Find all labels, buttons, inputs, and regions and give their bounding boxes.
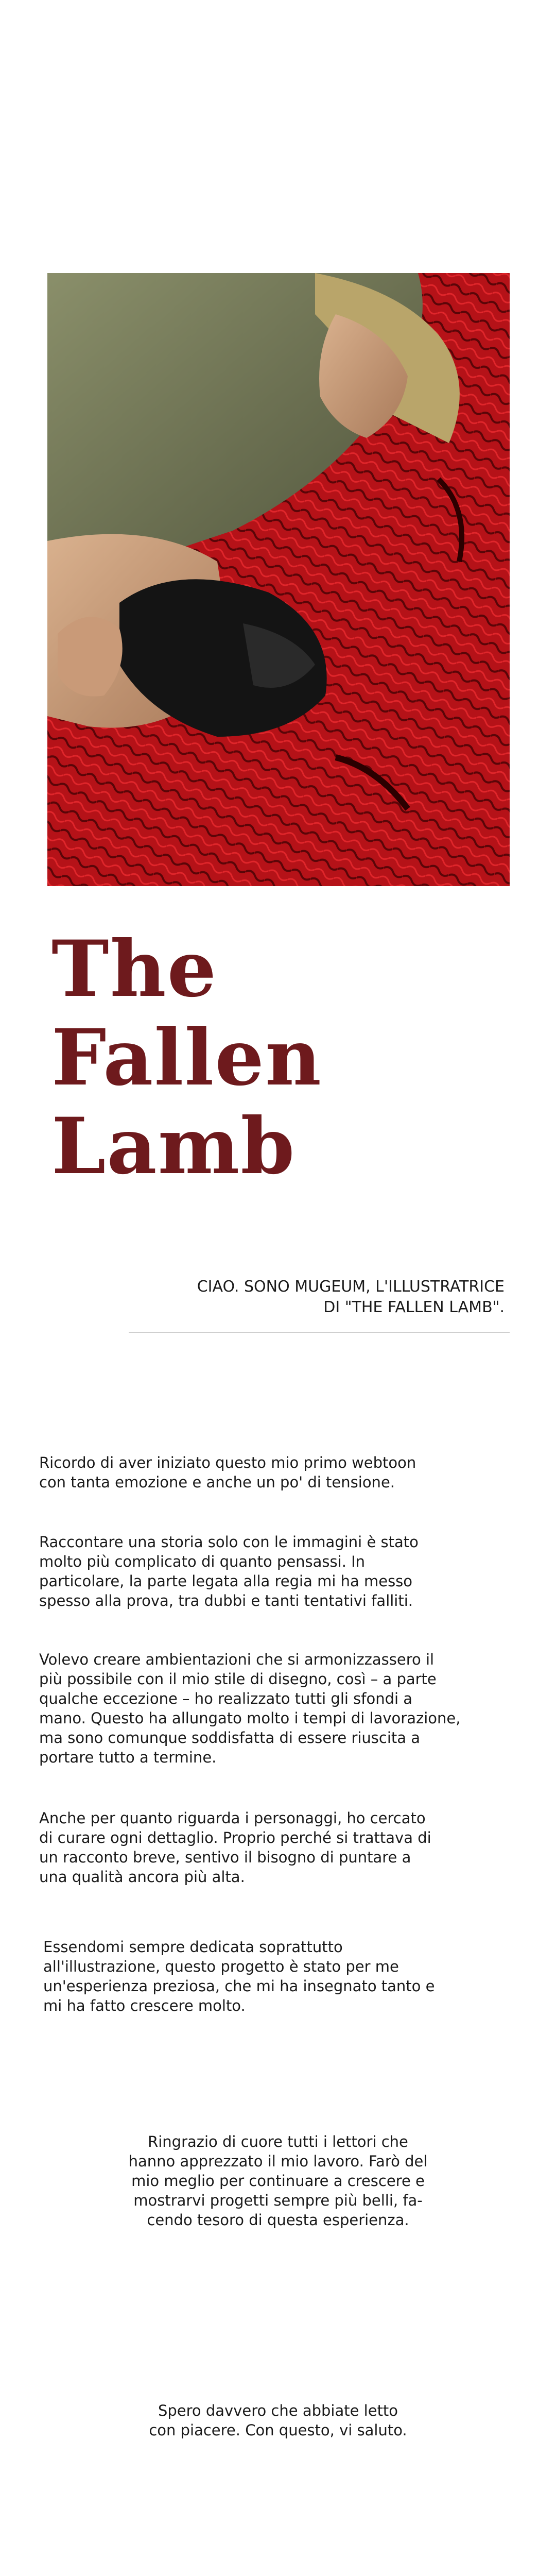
title-line-1: The [51, 924, 218, 1014]
paragraph-line: di curare ogni dettaglio. Proprio perché si trattava di [39, 1829, 431, 1846]
paragraph-line: Essendomi sempre dedicata soprattutto [43, 1938, 343, 1956]
paragraph-line: mostrarvi progetti sempre più belli, fa- [133, 2192, 423, 2209]
paragraph-line: molto più complicato di quanto pensassi. In [39, 1553, 366, 1570]
paragraph-line: spesso alla prova, tra dubbi e tanti tentativi falliti. [39, 1592, 413, 1609]
paragraph-5 [43, 1937, 507, 2015]
title-logo [51, 924, 322, 1193]
intro-line-2: DI "THE FALLEN LAMB". [323, 1298, 505, 1316]
paragraph-line: qualche eccezione – ho realizzato tutti gli sfondi a [39, 1690, 413, 1707]
paragraph-line: più possibile con il mio stile di disegno, così – a parte [39, 1670, 437, 1688]
title-line-3: Lamb [51, 1101, 296, 1192]
paragraph-2 [39, 1532, 502, 1611]
paragraph-4 [39, 1808, 502, 1887]
paragraph-line: mi ha fatto crescere molto. [43, 1997, 246, 2014]
paragraph-line: una qualità ancora più alta. [39, 1868, 245, 1886]
paragraph-line: hanno apprezzato il mio lavoro. Farò del [128, 2153, 428, 2170]
paragraph-line: con piacere. Con questo, vi saluto. [149, 2421, 407, 2439]
paragraph-line: Raccontare una storia solo con le immagini è stato [39, 1533, 419, 1551]
paragraph-line: un'esperienza preziosa, che mi ha insegnato tanto e [43, 1977, 435, 1995]
paragraph-line: portare tutto a termine. [39, 1749, 217, 1766]
paragraph-line: con tanta emozione e anche un po' di tensione. [39, 1473, 395, 1491]
paragraph-line: Spero davvero che abbiate letto [158, 2402, 398, 2419]
paragraph-line: Volevo creare ambientazioni che si armonizzassero il [39, 1651, 435, 1668]
paragraph-3 [39, 1650, 502, 1767]
paragraph-1 [39, 1453, 502, 1492]
paragraph-line: all'illustrazione, questo progetto è stato per me [43, 1958, 399, 1975]
paragraph-line: mio meglio per continuare a crescere e [131, 2172, 425, 2190]
title-line-2: Fallen [51, 1012, 322, 1103]
paragraph-line: ma sono comunque soddisfatta di essere riuscita a [39, 1729, 421, 1747]
paragraph-6 [72, 2132, 484, 2230]
paragraph-line: Ringrazio di cuore tutti i lettori che [148, 2133, 408, 2150]
paragraph-line: Ricordo di aver iniziato questo mio primo webtoon [39, 1454, 416, 1471]
paragraph-7 [72, 2401, 484, 2440]
paragraph-line: cendo tesoro di questa esperienza. [147, 2211, 409, 2229]
intro-text [124, 1277, 505, 1318]
cover-illustration [47, 273, 510, 886]
intro-divider [129, 1332, 510, 1333]
intro-line-1: CIAO. SONO MUGEUM, L'ILLUSTRATRICE [197, 1278, 505, 1296]
paragraph-line: particolare, la parte legata alla regia mi ha messo [39, 1572, 413, 1590]
paragraph-line: mano. Questo ha allungato molto i tempi di lavorazione, [39, 1709, 461, 1727]
paragraph-line: Anche per quanto riguarda i personaggi, ho cercato [39, 1809, 426, 1827]
paragraph-line: un racconto breve, sentivo il bisogno di puntare a [39, 1849, 411, 1866]
